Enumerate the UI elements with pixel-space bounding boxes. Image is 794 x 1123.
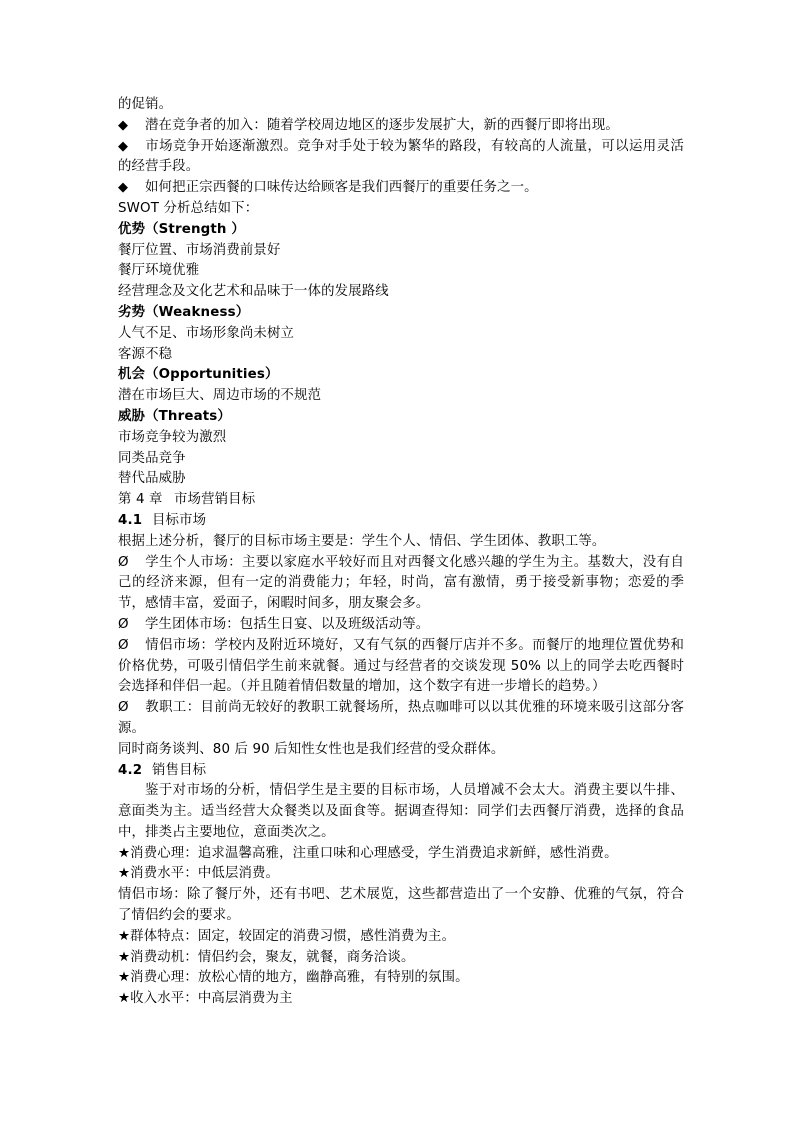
arrow-bullet-icon: Ø: [118, 616, 129, 632]
swot-heading: 机会（Opportunities）: [118, 367, 279, 383]
bullet-text: 市场竞争开始逐渐激烈。竞争对手处于较为繁华的路段，有较高的人流量，可以运用灵活的经营手段。: [118, 138, 684, 175]
section-number: 4.2: [118, 762, 143, 778]
section-number: 4.1: [118, 512, 143, 528]
bullet-item: [118, 615, 684, 636]
chapter-number: 第 4 章: [118, 492, 163, 508]
diamond-bullet-icon: ◆: [118, 180, 129, 196]
paragraph: 情侣市场：除了餐厅外，还有书吧、艺术展览，这些都营造出了一个安静、优雅的气氛，符合了情侣约会的要求。: [118, 887, 684, 924]
text-line: 替代品威胁: [118, 471, 186, 487]
swot-heading: 劣势（Weakness）: [118, 304, 250, 320]
chapter-title: 市场营销目标: [174, 492, 256, 508]
arrow-bullet-icon: Ø: [118, 700, 129, 716]
arrow-bullet-icon: Ø: [118, 554, 129, 570]
star-item: ★收入水平：中高层消费为主: [118, 991, 293, 1007]
bullet-text: 情侣市场：学校内及附近环境好，又有气氛的西餐厅店并不多。而餐厅的地理位置优势和价格优势，可吸引情侣学生前来就餐。通过与经营者的交谈发现 50% 以上的同学去吃西餐时会选择和伴侣一起。（并且随着情侣数量的增加，这个数字有进一步增长的趋势。）: [118, 637, 684, 695]
text-line: SWOT 分析总结如下：: [118, 200, 259, 216]
paragraph: 鉴于对市场的分析，情侣学生是主要的目标市场，人员增减不会太大。消费主要以牛排、意面类为主。适当经营大众餐类以及面食等。据调查得知：同学们去西餐厅消费，选择的食品中，排类占主要地位，意面类次之。: [118, 783, 684, 840]
bullet-item: [118, 178, 684, 199]
text-line: 同类品竞争: [118, 450, 186, 466]
bullet-text: 如何把正宗西餐的口味传达给顾客是我们西餐厅的重要任务之一。: [145, 180, 538, 196]
bullet-item: [118, 137, 684, 179]
text-line: 潜在市场巨大、周边市场的不规范: [118, 388, 322, 404]
bullet-text: 教职工：目前尚无较好的教职工就餐场所，热点咖啡可以以其优雅的环境来吸引这部分客源。: [118, 700, 684, 736]
text-line: 同时商务谈判、80 后 90 后知性女性也是我们经营的受众群体。: [118, 741, 505, 757]
section-title: 销售目标: [152, 762, 207, 778]
star-item: ★消费心理：放松心情的地方，幽静高雅，有特别的氛围。: [118, 970, 469, 986]
bullet-item: [118, 116, 684, 137]
text-line: 经营理念及文化艺术和品味于一体的发展路线: [118, 284, 389, 300]
star-item: ★消费水平：中低层消费。: [118, 866, 280, 882]
arrow-bullet-icon: Ø: [118, 637, 129, 653]
section-title: 目标市场: [152, 512, 207, 528]
bullet-text: 学生个人市场：主要以家庭水平较好而且对西餐文化感兴趣的学生为主。基数大，没有自己的经济来源，但有一定的消费能力；年轻，时尚，富有激情，勇于接受新事物；恋爱的季节，感情丰富，爱面子，闲暇时间多，朋友聚会多。: [118, 554, 684, 612]
star-item: ★群体特点：固定，较固定的消费习惯，感性消费为主。: [118, 928, 456, 944]
text-line: 市场竞争较为激烈: [118, 429, 227, 445]
bullet-item: [118, 698, 684, 740]
swot-heading: 威胁（Threats）: [118, 408, 231, 424]
text-line: 餐厅位置、市场消费前景好: [118, 242, 281, 258]
diamond-bullet-icon: ◆: [118, 117, 129, 133]
section-heading: [118, 761, 684, 782]
text-line: 的促销。: [118, 97, 173, 112]
diamond-bullet-icon: ◆: [118, 138, 129, 154]
bullet-text: 学生团体市场：包括生日宴、以及班级活动等。: [145, 616, 430, 632]
text-line: 客源不稳: [118, 346, 173, 362]
star-item: ★消费心理：追求温馨高雅，注重口味和心理感受，学生消费追求新鲜，感性消费。: [118, 845, 618, 861]
bullet-text: 潜在竞争者的加入：随着学校周边地区的逐步发展扩大，新的西餐厅即将出现。: [145, 117, 619, 133]
document-page: [118, 95, 684, 1010]
star-item: ★消费动机：情侣约会，聚友，就餐，商务洽谈。: [118, 949, 415, 965]
bullet-item: [118, 636, 684, 698]
chapter-heading: [118, 490, 684, 511]
text-line: 根据上述分析，餐厅的目标市场主要是：学生个人、情侣、学生团体、教职工等。: [118, 533, 606, 549]
text-line: 人气不足、市场形象尚未树立: [118, 325, 295, 341]
text-line: 餐厅环境优雅: [118, 263, 200, 279]
section-heading: [118, 511, 684, 532]
bullet-item: [118, 553, 684, 615]
swot-heading: 优势（Strength ）: [118, 221, 245, 237]
